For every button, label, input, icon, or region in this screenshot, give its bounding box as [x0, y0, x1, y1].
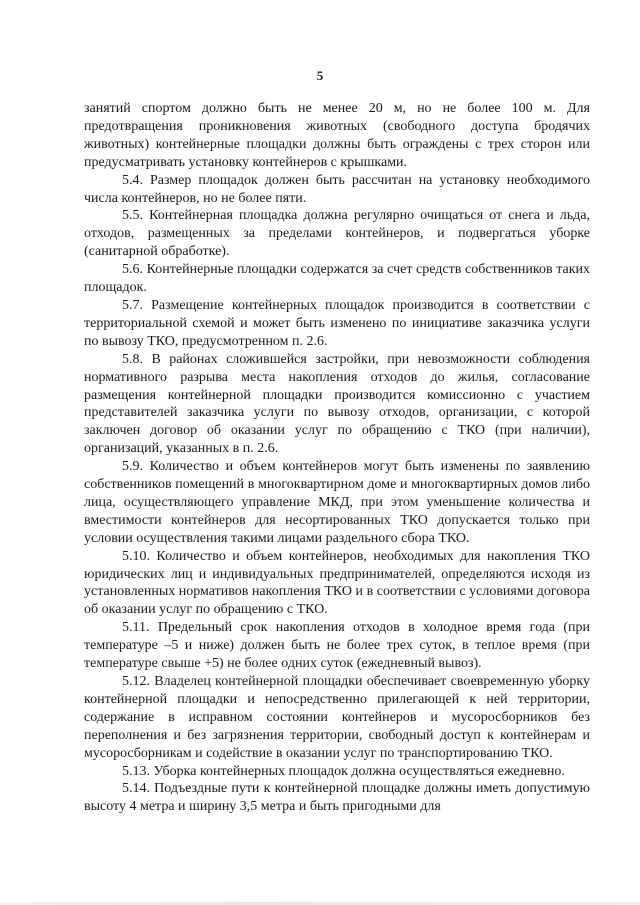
- paragraph-5-7: 5.7. Размещение контейнерных площадок производится в соответствии с территориальной схемой и может быть изменено по инициативе заказчика услуги по вывозу ТКО, предусмотренном п. 2.6.: [84, 297, 590, 349]
- document-body: [84, 100, 590, 816]
- paragraph-5-13: 5.13. Уборка контейнерных площадок должна осуществляться ежедневно.: [122, 763, 565, 779]
- page-number: 5: [316, 68, 324, 83]
- paragraph-5-12: 5.12. Владелец контейнерной площадки обеспечивает своевременную уборку контейнерной площадки и непосредственно прилегающей к ней территории, содержание в исправном состоянии контейнеров и мусоросборников без переполнения и без загрязнения территории, свободный доступ к контейнерам и мусоросборникам и содействие в оказании услуг по транспортированию ТКО.: [84, 674, 590, 761]
- paragraph-5-9: 5.9. Количество и объем контейнеров могут быть изменены по заявлению собственников помещений в многоквартирном доме и многоквартирных домов либо лица, осуществляющего управление МКД, при этом уменьшение количества и вместимости контейнеров для несортированных ТКО допускается только при условии осуществления такими лицами раздельного сбора ТКО.: [84, 459, 590, 546]
- paragraph-5-6: 5.6. Контейнерные площадки содержатся за счет средств собственников таких площадок.: [84, 262, 590, 296]
- paragraph-5-10: 5.10. Количество и объем контейнеров, необходимых для накопления ТКО юридических лиц и индивидуальных предпринимателей, определяются исходя из установленных нормативов накопления ТКО и в соответствии с условиями договора об оказании услуг по обращению с ТКО.: [84, 548, 590, 618]
- paragraph-5-5: 5.5. Контейнерная площадка должна регулярно очищаться от снега и льда, отходов, размещенных за пределами контейнеров, и подвергаться уборке (санитарной обработке).: [84, 208, 590, 260]
- paragraph-continuation: занятий спортом должно быть не менее 20 м, но не более 100 м. Для предотвращения проникновения животных (свободного доступа бродячих животных) контейнерные площадки должны быть ограждены с трех сторон или предусматривать установку контейнеров с крышками.: [84, 101, 590, 170]
- paragraph-5-4: 5.4. Размер площадок должен быть рассчитан на установку необходимого числа контейнеров, но не более пяти.: [84, 172, 590, 206]
- paragraph-5-11: 5.11. Предельный срок накопления отходов в холодное время года (при температуре –5 и ниже) должен быть не более трех суток, в теплое время (при температуре свыше +5) не более одних суток (ежедневный вывоз).: [84, 620, 590, 672]
- paragraph-5-14: 5.14. Подъездные пути к контейнерной площадке должны иметь допустимую высоту 4 метра и ширину 3,5 метра и быть пригодными для: [84, 781, 590, 815]
- paragraph-5-8: 5.8. В районах сложившейся застройки, при невозможности соблюдения нормативного разрыва места накопления отходов до жилья, согласование размещения контейнерной площадки производится комиссионно с участием представителей заказчика услуги по вывозу отходов, организации, с которой заключен договор об оказании услуг по обращению с ТКО (при наличии), организаций, указанных в п. 2.6.: [84, 351, 590, 457]
